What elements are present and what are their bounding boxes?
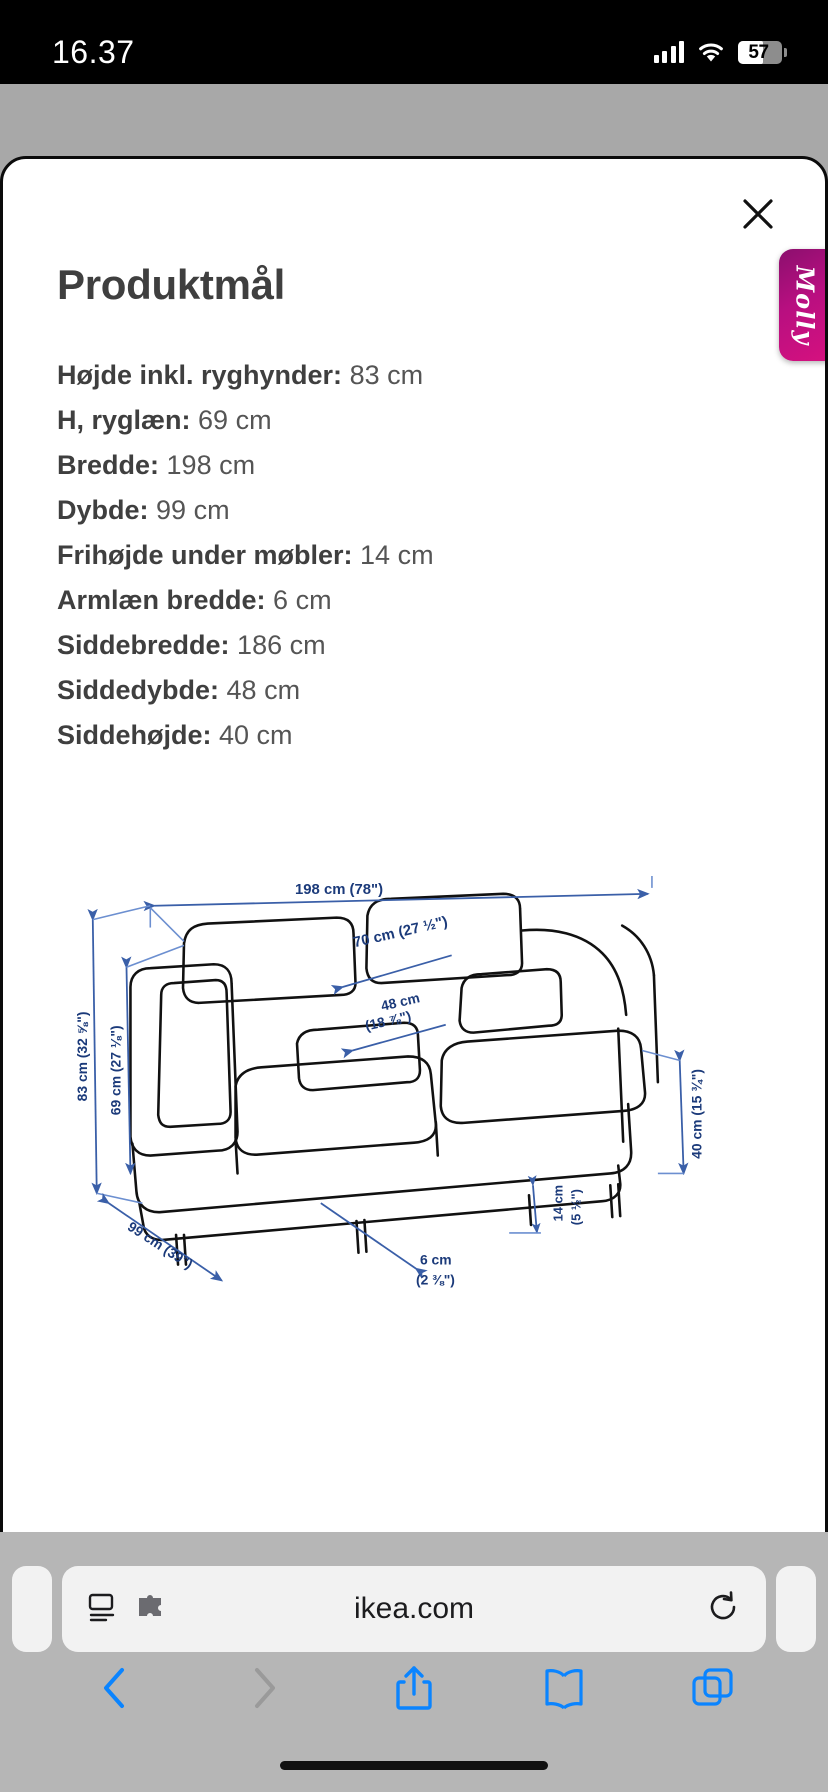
spec-label: Frihøjde under møbler: xyxy=(57,539,353,570)
label-clearance-2: (5 ½") xyxy=(568,1188,584,1226)
spec-value: 14 cm xyxy=(360,539,434,570)
molly-promo-tab[interactable] xyxy=(779,249,828,361)
status-bar xyxy=(0,0,828,84)
close-icon[interactable] xyxy=(735,191,781,237)
spec-value: 6 cm xyxy=(273,584,332,615)
bookmarks-button[interactable] xyxy=(532,1660,596,1716)
label-back-height-total: 69 cm (27 ⅛") xyxy=(107,1025,124,1116)
spec-value: 69 cm xyxy=(198,404,272,435)
spec-list xyxy=(57,357,771,754)
spec-row xyxy=(57,717,771,754)
back-button[interactable] xyxy=(83,1660,147,1716)
spec-label: Dybde: xyxy=(57,494,149,525)
modal-content xyxy=(3,159,825,1292)
spec-row xyxy=(57,357,771,394)
spec-row xyxy=(57,582,771,619)
spec-label: H, ryglæn: xyxy=(57,404,191,435)
spec-label: Bredde: xyxy=(57,449,160,480)
sofa-diagram-svg xyxy=(67,876,761,1292)
molly-tab-label: Molly xyxy=(790,265,820,345)
label-seat-depth-1: 48 cm xyxy=(379,989,422,1014)
label-seat-depth-2: (18 ⅞") xyxy=(363,1007,413,1034)
tabs-button[interactable] xyxy=(681,1660,745,1716)
share-button[interactable] xyxy=(382,1660,446,1716)
spec-label: Armlæn bredde: xyxy=(57,584,266,615)
label-armrest-1: 6 cm xyxy=(419,1251,452,1268)
spec-value: 40 cm xyxy=(219,719,293,750)
spec-label: Siddedybde: xyxy=(57,674,220,705)
spec-label: Siddebredde: xyxy=(57,629,230,660)
page-title: Produktmål xyxy=(57,261,286,308)
page-backdrop xyxy=(0,84,828,1792)
spec-value: 48 cm xyxy=(226,674,301,705)
spec-row xyxy=(57,672,771,709)
spec-label: Siddehøjde: xyxy=(57,719,212,750)
wifi-icon xyxy=(697,42,725,63)
label-clearance-1: 14 cm xyxy=(550,1184,566,1222)
label-seat-height: 40 cm (15 ¾") xyxy=(688,1068,705,1159)
cellular-signal-icon xyxy=(654,41,685,63)
home-indicator xyxy=(280,1761,548,1770)
spec-row xyxy=(57,447,771,484)
spec-row xyxy=(57,537,771,574)
address-bar[interactable] xyxy=(62,1566,766,1652)
battery-percent: 57 xyxy=(748,41,769,63)
spec-value: 186 cm xyxy=(237,629,326,660)
label-total-height: 83 cm (32 ⅝") xyxy=(73,1011,90,1102)
forward-button[interactable] xyxy=(232,1660,296,1716)
spec-row xyxy=(57,402,771,439)
url-text: ikea.com xyxy=(353,1592,475,1625)
label-back-height: 70 cm (27 ½") xyxy=(351,913,450,952)
url-row xyxy=(0,1566,828,1652)
label-width: 198 cm (78") xyxy=(295,881,384,898)
next-tab-card[interactable] xyxy=(776,1566,816,1652)
spec-value: 99 cm xyxy=(156,494,230,525)
battery-icon xyxy=(738,41,782,64)
status-time: 16.37 xyxy=(52,33,135,70)
spec-value: 198 cm xyxy=(166,449,256,480)
safari-toolbar xyxy=(0,1660,828,1716)
spec-row xyxy=(57,627,771,664)
status-indicators xyxy=(654,41,783,64)
label-armrest-2: (2 ⅜") xyxy=(415,1271,455,1288)
safari-bottom-chrome xyxy=(0,1532,828,1792)
spec-value: 83 cm xyxy=(349,360,424,390)
previous-tab-card[interactable] xyxy=(12,1566,52,1652)
spec-label: Højde inkl. ryghynder: xyxy=(57,360,343,390)
spec-row xyxy=(57,492,771,529)
label-depth: 99 cm (39") xyxy=(124,1217,196,1272)
sofa-dimension-diagram xyxy=(57,876,771,1292)
